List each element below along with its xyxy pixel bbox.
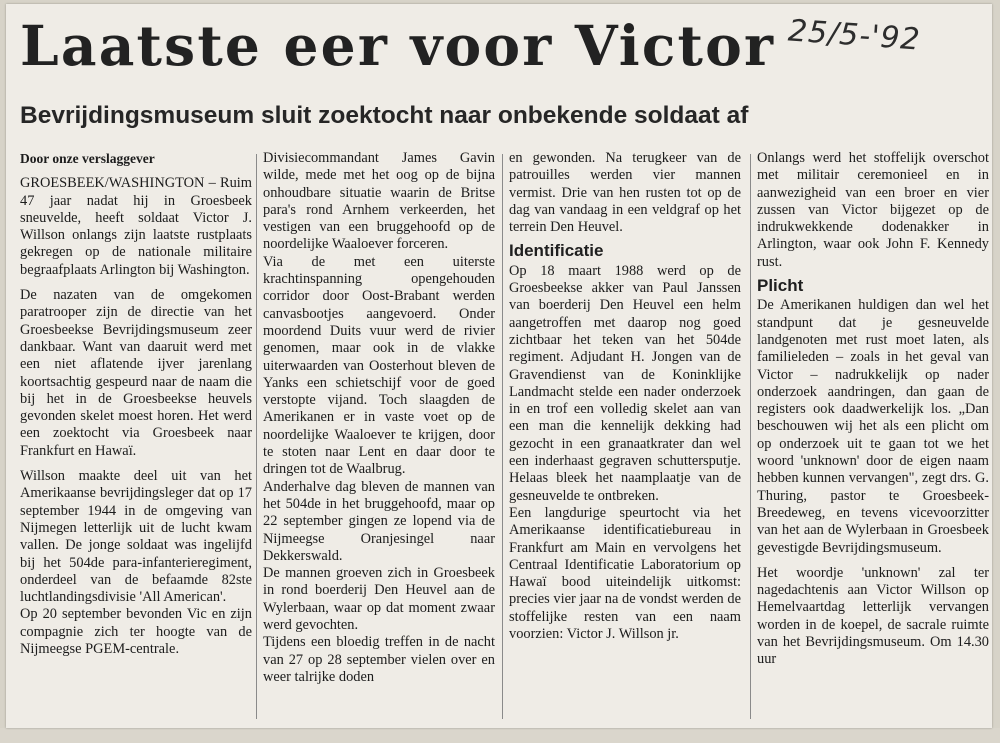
scan-background-strip bbox=[0, 728, 1000, 743]
section-heading: Plicht bbox=[757, 276, 804, 296]
paragraph: Divisiecommandant James Gavin wilde, mede met het oog op de bijna onhoudbare situatie waarin de Britse para's rond Arnhem verkeerden, het vestigen van een bruggehoofd op de noordelijke Waaloever forceren. bbox=[263, 150, 495, 253]
paragraph: Via de met een uiterste krachtinspanning opengehouden corridor door Oost-Brabant werden canvasbootjes aangevoerd. Onder moordend Duits vuur werd de rivier genomen, maar ook in de vlakke uiterwaarden van Oosterhout bleven de Yanks een schietschijf voor de goed verstopte vijand. Toch slaagden de Amerikanen er in vaste voet op de noordelijke Waaloever te krijgen, door te stoten naar Lent en daar door te dringen tot de Waalbrug. bbox=[263, 253, 495, 478]
subheadline: Bevrijdingsmuseum sluit zoektocht naar onbekende soldaat af bbox=[20, 102, 749, 129]
paragraph: Willson maakte deel uit van het Amerikaanse bevrijdingsleger dat op 17 september 1944 in de omgeving van Nijmegen letterlijk uit de lucht kwam vallen. De jonge soldaat was ingelijfd bij het 504de para-infanterieregiment, onderdeel van de befaamde 82ste luchtlandingsdivisie 'All American'. bbox=[20, 468, 252, 606]
paragraph: De nazaten van de omgekomen paratrooper zijn de directie van het Groesbeekse Bevrijdingsmuseum zeer dankbaar. Want van daaruit werd met een niet aflatende ijver jarenlang koortsachtig gespeurd naar de naam die bij het in de Groesbeekse heuvels gevonden skelet moest horen. Het werd een zoektocht via Groesbeek naar Frankfurt en Hawaï. bbox=[20, 287, 252, 459]
paragraph: De mannen groeven zich in Groesbeek in rond boerderij Den Heuvel aan de Wylerbaan, waar op dat moment zwaar werd gevochten. bbox=[263, 565, 495, 634]
paragraph: Tijdens een bloedig treffen in de nacht van 27 op 28 september vielen over en weer talrijke doden bbox=[263, 634, 495, 685]
column-divider bbox=[502, 154, 503, 719]
paragraph: Op 20 september bevonden Vic en zijn compagnie zich ter hoogte van de Nijmeegse PGEM-centrale. bbox=[20, 606, 252, 658]
paragraph: en gewonden. Na terugkeer van de patrouilles werden vier mannen vermist. Drie van hen rusten tot op de dag van vandaag in een veldgraf op het terrein Den Heuvel. bbox=[509, 150, 741, 236]
article-column-1 bbox=[20, 150, 252, 658]
paragraph: Anderhalve dag bleven de mannen van het 504de in het bruggehoofd, maar op 22 september gingen ze lopend via de Nijmeegse Oranjesingel naar Dekkerswald. bbox=[263, 478, 495, 564]
section-heading: Identificatie bbox=[509, 241, 604, 261]
paragraph: De Amerikanen huldigen dan wel het standpunt dat je gesneuvelde landgenoten met rust moet laten, als familieleden – zoals in het geval van Victor – nadrukkelijk op nader onderzoek aandringen, dan gaan de registers ook daadwerkelijk los. „Dan beschouwen wij het als een plicht om op onderzoek uit te gaan tot we het woord 'unknown' door de eigen naam hebben kunnen vervangen", zegt drs. G. Thuring, pastor te Groesbeek-Breedeweg, en tevens vicevoorzitter van het aan de Wylerbaan in Groesbeek gevestigde Bevrijdingsmuseum. bbox=[757, 297, 989, 556]
article-column-3 bbox=[509, 150, 741, 643]
paragraph: Op 18 maart 1988 werd op de Groesbeekse akker van Paul Janssen van boerderij Den Heuvel een helm aangetroffen met daarop nog goed zichtbaar het teken van het 504de regiment. Adjudant H. Jongen van de Gravendienst van de Koninklijke Landmacht stelde een nader onderzoek in en trof een volledig skelet aan van een man die kennelijk dekking had gezocht in een granaatkrater dan wel een inderhaast gegraven schuttersputje. Helaas bleek het naamplaatje van de gesneuvelde te ontbreken. bbox=[509, 262, 741, 504]
byline: Door onze verslaggever bbox=[20, 151, 155, 166]
headline: Laatste eer voor Victor bbox=[20, 13, 776, 78]
handwritten-date: 25/5-'92 bbox=[786, 13, 922, 58]
article-column-2 bbox=[263, 150, 495, 686]
newspaper-clipping bbox=[6, 4, 992, 728]
paragraph: Een langdurige speurtocht via het Amerikaanse identificatiebureau in Frankfurt am Main en vervolgens het Centraal Identificatie Laboratorium op Hawaï bood uiteindelijk uitkomst: precies vier jaar na de vondst werden de stoffelijke resten van een naam voorzien: Victor J. Willson jr. bbox=[509, 504, 741, 643]
article-column-4 bbox=[757, 150, 989, 669]
paragraph: Het woordje 'unknown' zal ter nagedachtenis aan Victor Willson op Hemelvaartdag letterlijk vervangen worden in de koepel, de sacrale ruimte van het Bevrijdingsmuseum. Om 14.30 uur bbox=[757, 564, 989, 668]
column-divider bbox=[256, 154, 257, 719]
paragraph: Onlangs werd het stoffelijk overschot met militair ceremonieel en in aanwezigheid van een broer en vier zussen van Victor bijgezet op de indrukwekkende dodenakker in Arlington, waar ook John F. Kennedy rust. bbox=[757, 150, 989, 270]
paragraph: GROESBEEK/WASHINGTON – Ruim 47 jaar nadat hij in Groesbeek sneuvelde, heeft soldaat Victor J. Willson onlangs zijn laatste rustplaats gekregen op de nationale militaire begraafplaats Arlington bij Washington. bbox=[20, 175, 252, 278]
column-divider bbox=[750, 154, 751, 719]
